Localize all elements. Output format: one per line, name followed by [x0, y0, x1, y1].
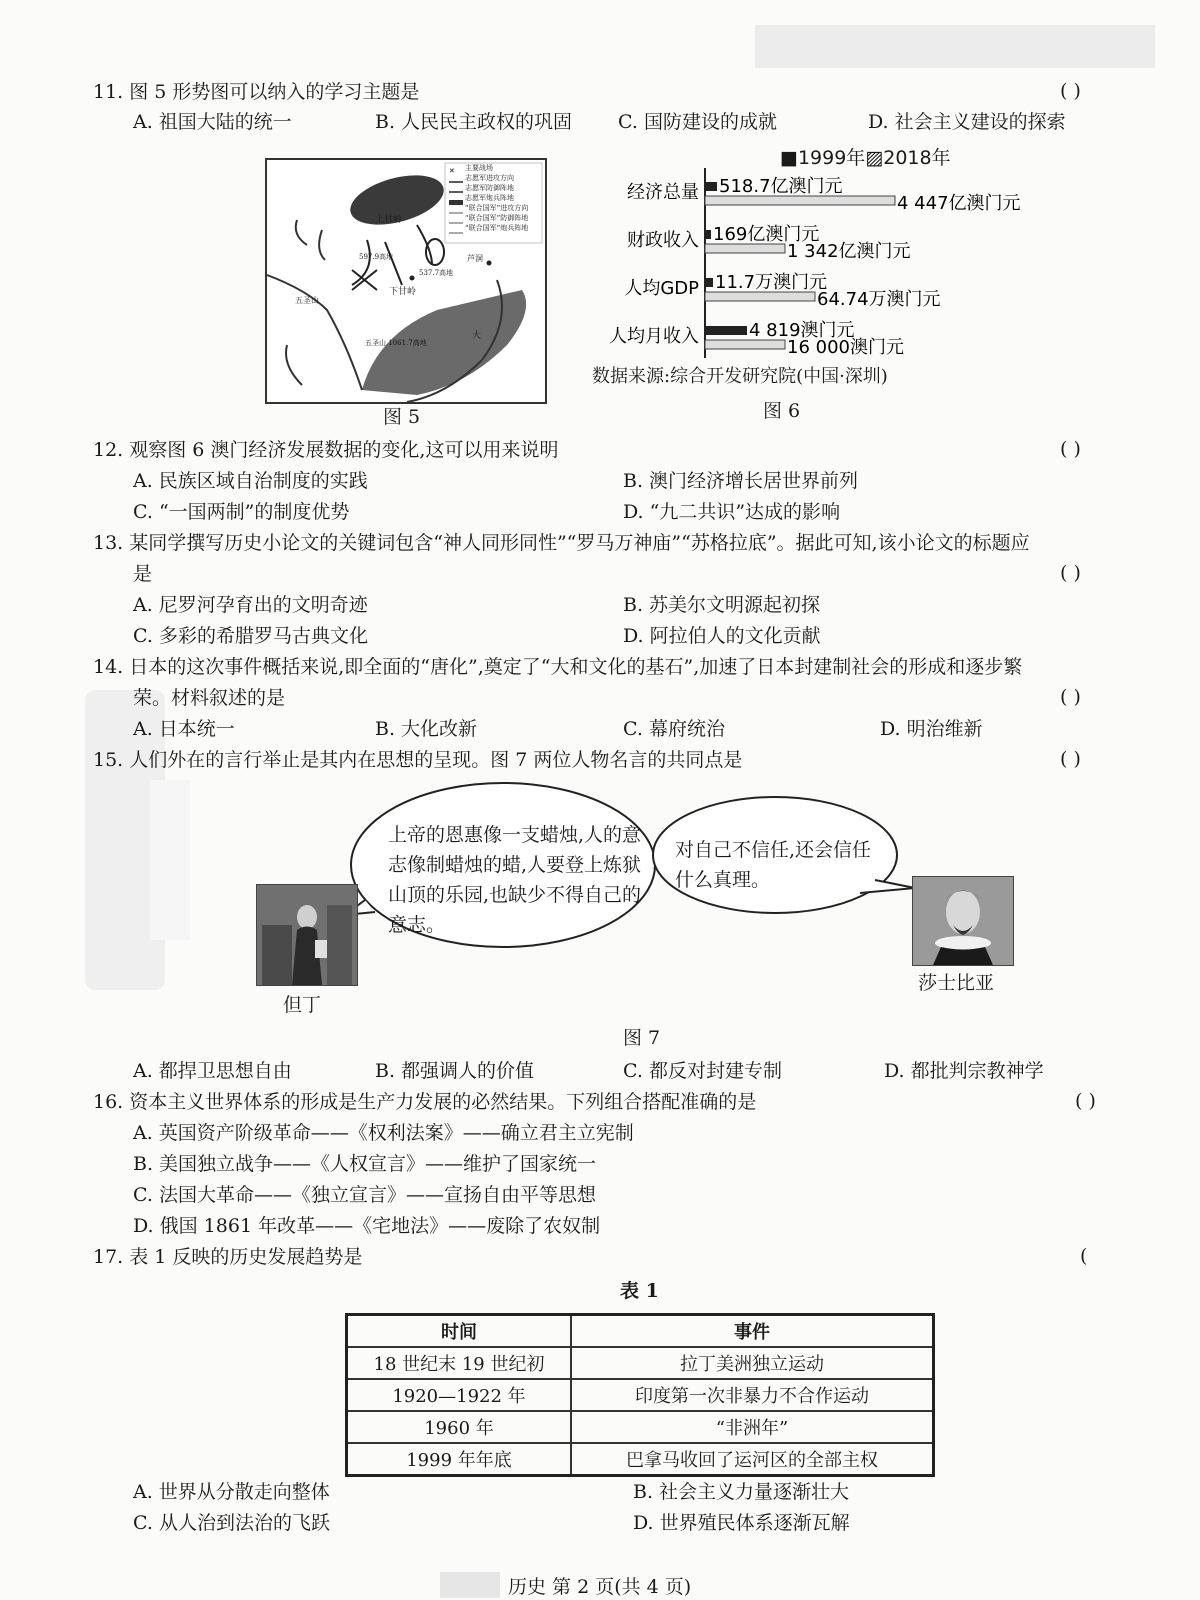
top-gray-strip [755, 25, 1155, 68]
q13-option-c: C. 多彩的希腊罗马古典文化 [133, 625, 368, 647]
q16-option-d: D. 俄国 1861 年改革——《宅地法》——废除了农奴制 [133, 1215, 601, 1237]
figure-6-caption: 图 6 [763, 400, 801, 422]
table-header-row [347, 1315, 934, 1348]
q17-paren: ( [1080, 1245, 1088, 1267]
map-label-wushengshan: 五圣山 [295, 296, 319, 305]
figure-6-legend: ■1999年▨2018年 [780, 147, 951, 169]
q14-option-d: D. 明治维新 [880, 718, 983, 740]
shakespeare-quote: 对自己不信任,还会信任什么真理。 [675, 839, 872, 891]
table-header-time: 时间 [347, 1315, 572, 1348]
map-label-da: 大 [472, 331, 482, 341]
q17-option-d: D. 世界殖民体系逐渐瓦解 [633, 1512, 850, 1534]
table-cell-event: 拉丁美洲独立运动 [571, 1347, 934, 1379]
footer-gray-box [440, 1572, 500, 1598]
bar-label-2018: 1 342亿澳门元 [787, 241, 911, 262]
bar-2018 [705, 244, 785, 253]
table-header-event: 事件 [571, 1315, 934, 1348]
q16-paren: ( ) [1075, 1090, 1096, 1112]
map-label-597: 597.9高地 [359, 253, 394, 261]
map-label-ludong: 芦洞 [467, 254, 483, 263]
legend-7: “联合国军”炮兵阵地 [465, 224, 529, 232]
bar-2018 [705, 196, 895, 205]
left-scan-shadow-inner [150, 780, 190, 940]
q14-stem-cont: 荣。材料叙述的是 [133, 687, 286, 709]
q14-paren: ( ) [1060, 686, 1081, 708]
table-1-title: 表 1 [620, 1280, 659, 1302]
q12-paren: ( ) [1060, 438, 1081, 460]
table-cell-event: 印度第一次非暴力不合作运动 [571, 1379, 934, 1411]
q11-option-d: D. 社会主义建设的探索 [868, 111, 1066, 133]
q11-paren: ( ) [1060, 80, 1081, 102]
chart-category-label: 经济总量 [627, 182, 699, 203]
q17-option-b: B. 社会主义力量逐渐壮大 [633, 1481, 850, 1503]
bar-1999 [705, 182, 717, 191]
table-row [347, 1411, 934, 1443]
q14-option-c: C. 幕府统治 [623, 718, 725, 740]
bar-1999 [705, 326, 747, 335]
q11-option-b: B. 人民民主政权的巩固 [375, 111, 573, 133]
map-label-wushengshan-height: 五圣山 1061.7高地 [365, 339, 427, 347]
legend-2: 志愿军进攻方向 [465, 174, 514, 182]
q11-option-c: C. 国防建设的成就 [618, 111, 777, 133]
q12-option-a: A. 民族区域自治制度的实践 [133, 470, 368, 492]
bar-2018 [705, 292, 815, 301]
legend-5: “联合国军”进攻方向 [465, 204, 529, 212]
q13-paren: ( ) [1060, 562, 1081, 584]
q17-stem: 17. 表 1 反映的历史发展趋势是 [93, 1246, 363, 1268]
q16-stem: 16. 资本主义世界体系的形成是生产力发展的必然结果。下列组合搭配准确的是 [93, 1091, 757, 1113]
bar-1999 [705, 278, 713, 287]
q11-option-a: A. 祖国大陆的统一 [133, 111, 292, 133]
map-label-xiaganling: 下甘岭 [389, 287, 417, 297]
q12-stem: 12. 观察图 6 澳门经济发展数据的变化,这可以用来说明 [93, 439, 559, 461]
map-legend [465, 163, 528, 233]
q17-option-c: C. 从人治到法治的飞跃 [133, 1512, 330, 1534]
q15-paren: ( ) [1060, 748, 1081, 770]
dante-portrait [256, 884, 358, 986]
bar-label-2018: 4 447亿澳门元 [897, 193, 1021, 214]
map-label-shangganling: 上甘岭 [375, 215, 403, 225]
bar-label-2018: 64.74万澳门元 [817, 289, 941, 310]
dante-quote: 上帝的恩惠像一支蜡烛,人的意志像制蜡烛的蜡,人要登上炼狱山顶的乐园,也缺少不得自己的意志。 [388, 824, 642, 936]
chart-category-label: 人均月收入 [609, 326, 699, 347]
table-cell-time: 1999 年年底 [347, 1443, 572, 1476]
figure-5-map [265, 158, 547, 404]
table-cell-time: 1920—1922 年 [347, 1379, 572, 1411]
q15-option-b: B. 都强调人的价值 [375, 1060, 535, 1082]
dante-name: 但丁 [283, 994, 322, 1016]
q14-option-b: B. 大化改新 [375, 718, 478, 740]
bar-label-1999: 4 819澳门元 [749, 320, 855, 341]
shakespeare-name: 莎士比亚 [918, 972, 995, 994]
table-cell-time: 1960 年 [347, 1411, 572, 1443]
figure-7-caption: 图 7 [623, 1027, 661, 1049]
table-row [347, 1379, 934, 1411]
table-cell-event: 巴拿马收回了运河区的全部主权 [571, 1443, 934, 1476]
table-cell-event: “非洲年” [571, 1411, 934, 1443]
map-label-537: 537.7高地 [419, 269, 454, 277]
q15-option-a: A. 都捍卫思想自由 [133, 1060, 292, 1082]
q13-option-a: A. 尼罗河孕育出的文明奇迹 [133, 594, 368, 616]
q17-option-a: A. 世界从分散走向整体 [133, 1481, 330, 1503]
q16-option-a: A. 英国资产阶级革命——《权利法案》——确立君主立宪制 [133, 1122, 634, 1144]
legend-6: “联合国军”防御阵地 [465, 214, 529, 222]
q13-option-d: D. 阿拉伯人的文化贡献 [623, 625, 821, 647]
q12-option-c: C. “一国两制”的制度优势 [133, 501, 350, 523]
q11-stem: 11. 图 5 形势图可以纳入的学习主题是 [93, 81, 420, 103]
table-1 [345, 1313, 935, 1477]
bar-label-2018: 16 000澳门元 [787, 337, 904, 358]
q13-stem: 13. 某同学撰写历史小论文的关键词包含“神人同形同性”“罗马万神庙”“苏格拉底”。据此可知,该小论文的标题应 [93, 532, 1030, 554]
legend-3: 志愿军防御阵地 [465, 184, 514, 192]
q12-option-d: D. “九二共识”达成的影响 [623, 501, 841, 523]
bar-label-1999: 169亿澳门元 [713, 224, 820, 245]
chart-category-label: 人均GDP [624, 278, 699, 299]
q15-stem: 15. 人们外在的言行举止是其内在思想的呈现。图 7 两位人物名言的共同点是 [93, 749, 743, 771]
figure-6-chart [590, 168, 1021, 358]
legend-4: 志愿军炮兵阵地 [465, 194, 514, 202]
table-cell-time: 18 世纪末 19 世纪初 [347, 1347, 572, 1379]
table-row [347, 1443, 934, 1476]
bar-label-1999: 11.7万澳门元 [715, 272, 828, 293]
q15-option-c: C. 都反对封建专制 [623, 1060, 782, 1082]
q14-option-a: A. 日本统一 [133, 718, 235, 740]
q12-option-b: B. 澳门经济增长居世界前列 [623, 470, 859, 492]
figure-5-caption: 图 5 [383, 406, 421, 428]
bar-2018 [705, 340, 785, 349]
bar-1999 [705, 230, 711, 239]
legend-1: 主要战场 [465, 164, 493, 172]
q13-option-b: B. 苏美尔文明源起初探 [623, 594, 821, 616]
page-footer: 历史 第 2 页(共 4 页) [508, 1576, 692, 1598]
q13-stem-cont: 是 [133, 563, 153, 585]
q15-option-d: D. 都批判宗教神学 [884, 1060, 1044, 1082]
chart-category-label: 财政收入 [627, 230, 699, 251]
shakespeare-portrait [912, 876, 1014, 966]
q14-stem: 14. 日本的这次事件概括来说,即全面的“唐化”,奠定了“大和文化的基石”,加速了日本封建制社会的形成和逐步繁 [93, 656, 1023, 678]
q16-option-c: C. 法国大革命——《独立宣言》——宣扬自由平等思想 [133, 1184, 596, 1206]
figure-6-source: 数据来源:综合开发研究院(中国·深圳) [592, 366, 888, 387]
svg-text:✕: ✕ [449, 167, 455, 175]
q16-option-b: B. 美国独立战争——《人权宣言》——维护了国家统一 [133, 1153, 597, 1175]
bar-label-1999: 518.7亿澳门元 [719, 176, 843, 197]
table-row [347, 1347, 934, 1379]
